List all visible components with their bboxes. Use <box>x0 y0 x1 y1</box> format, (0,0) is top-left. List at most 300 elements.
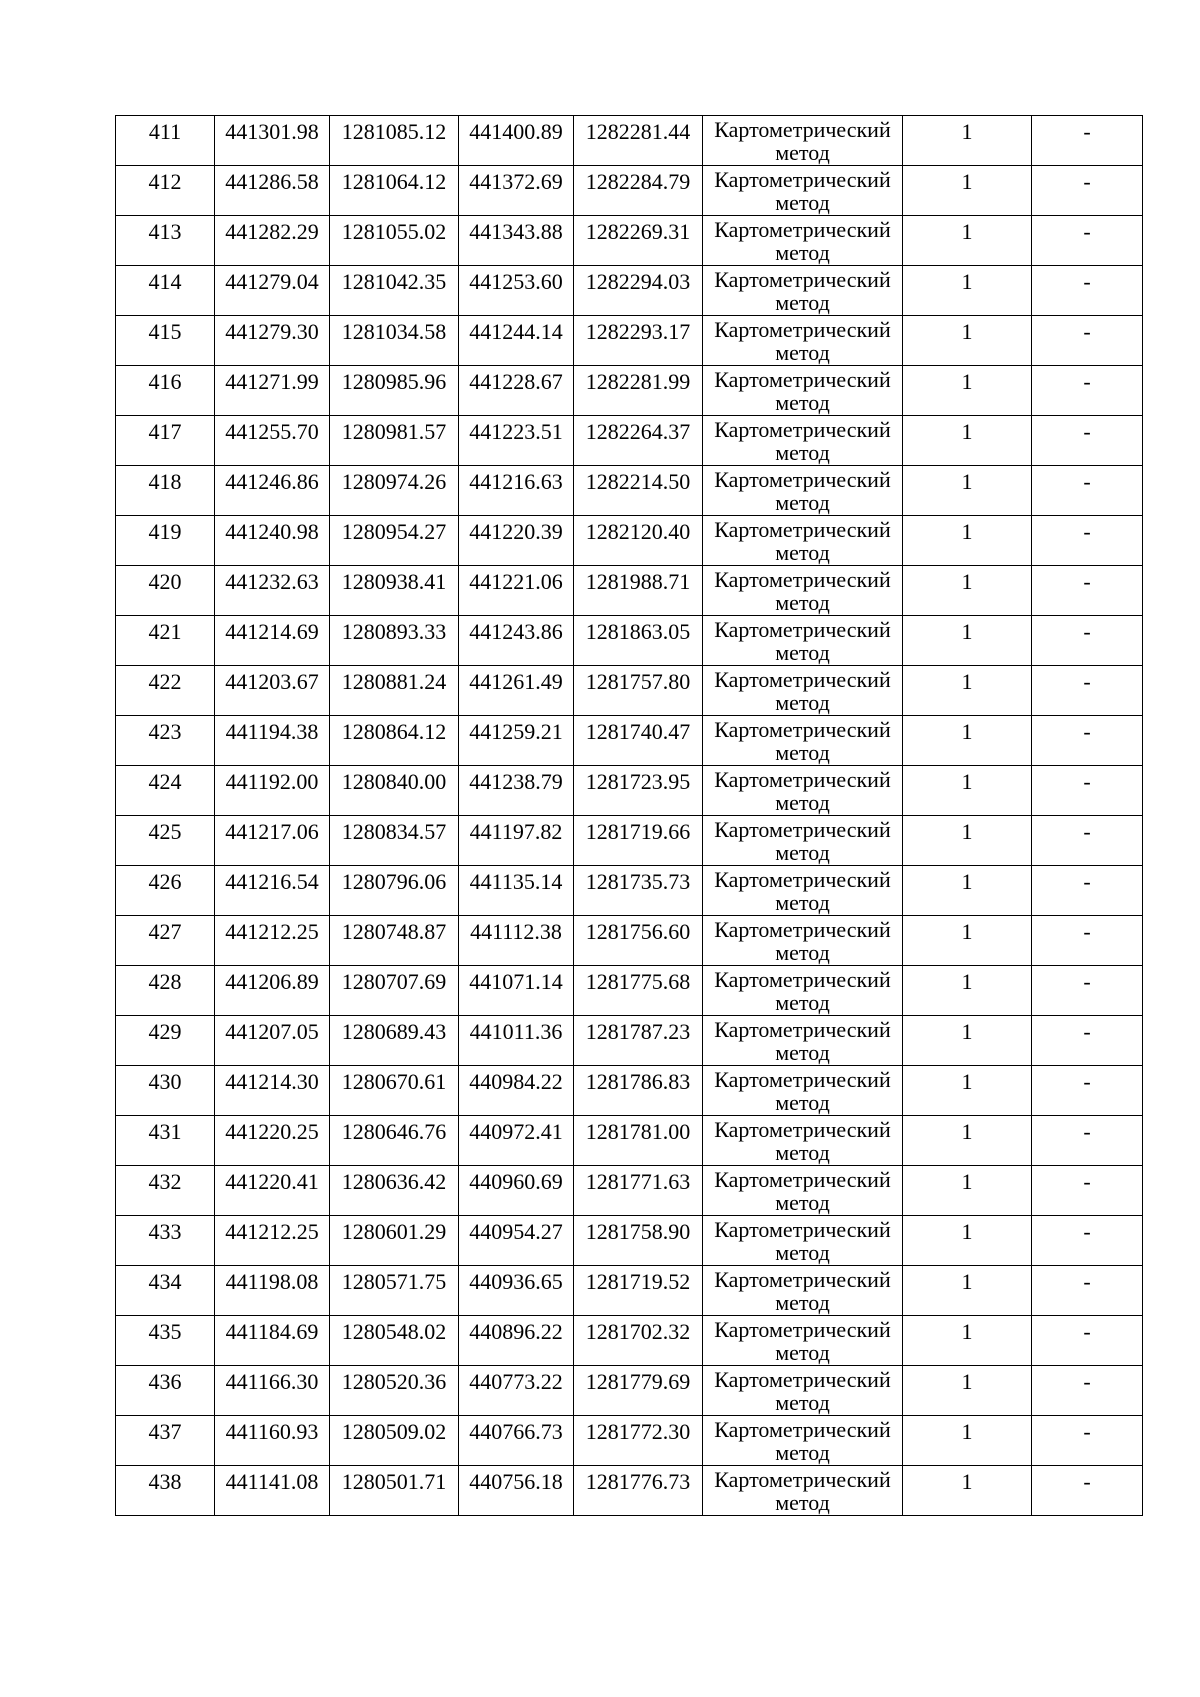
table-row <box>116 966 1143 1016</box>
point-number-cell: 419 <box>116 516 215 566</box>
method-text <box>703 168 902 214</box>
x2-cell: 440936.65 <box>459 1266 574 1316</box>
y1-cell: 1280834.57 <box>330 816 459 866</box>
value-cell: 1 <box>903 566 1032 616</box>
method-text-line: Картометрический <box>714 317 891 342</box>
table-row <box>116 866 1143 916</box>
table-row <box>116 516 1143 566</box>
y2-cell: 1282281.44 <box>574 116 703 166</box>
x1-cell: 441160.93 <box>215 1416 330 1466</box>
x1-cell: 441217.06 <box>215 816 330 866</box>
method-text-line: метод <box>775 140 830 165</box>
method-cell <box>703 166 903 216</box>
method-text-line: Картометрический <box>714 967 891 992</box>
method-text-line: метод <box>775 390 830 415</box>
method-cell <box>703 1266 903 1316</box>
method-cell <box>703 566 903 616</box>
method-text-line: Картометрический <box>714 1267 891 1292</box>
x2-cell: 441071.14 <box>459 966 574 1016</box>
note-cell: - <box>1032 416 1143 466</box>
y2-cell: 1282294.03 <box>574 266 703 316</box>
method-text <box>703 1418 902 1464</box>
x1-cell: 441212.25 <box>215 916 330 966</box>
method-text <box>703 368 902 414</box>
table-row <box>116 1016 1143 1066</box>
method-cell <box>703 1366 903 1416</box>
note-cell: - <box>1032 1016 1143 1066</box>
x2-cell: 441216.63 <box>459 466 574 516</box>
value-cell: 1 <box>903 816 1032 866</box>
point-number-cell: 430 <box>116 1066 215 1116</box>
method-text-line: Картометрический <box>714 917 891 942</box>
value-cell: 1 <box>903 966 1032 1016</box>
method-text-line: метод <box>775 1240 830 1265</box>
value-cell: 1 <box>903 316 1032 366</box>
x2-cell: 441221.06 <box>459 566 574 616</box>
y1-cell: 1280707.69 <box>330 966 459 1016</box>
point-number-cell: 426 <box>116 866 215 916</box>
method-text-line: Картометрический <box>714 667 891 692</box>
method-cell <box>703 666 903 716</box>
point-number-cell: 433 <box>116 1216 215 1266</box>
method-text <box>703 1018 902 1064</box>
note-cell: - <box>1032 1166 1143 1216</box>
value-cell: 1 <box>903 416 1032 466</box>
y1-cell: 1280670.61 <box>330 1066 459 1116</box>
note-cell: - <box>1032 516 1143 566</box>
y2-cell: 1281740.47 <box>574 716 703 766</box>
x2-cell: 441238.79 <box>459 766 574 816</box>
x1-cell: 441194.38 <box>215 716 330 766</box>
note-cell: - <box>1032 816 1143 866</box>
point-number-cell: 437 <box>116 1416 215 1466</box>
note-cell: - <box>1032 366 1143 416</box>
note-cell: - <box>1032 1416 1143 1466</box>
method-text-line: Картометрический <box>714 367 891 392</box>
y2-cell: 1281757.80 <box>574 666 703 716</box>
method-text-line: метод <box>775 1490 830 1515</box>
x1-cell: 441141.08 <box>215 1466 330 1516</box>
table-row <box>116 1216 1143 1266</box>
method-text-line: Картометрический <box>714 1067 891 1092</box>
method-text-line: метод <box>775 340 830 365</box>
y1-cell: 1280509.02 <box>330 1416 459 1466</box>
table-row <box>116 366 1143 416</box>
point-number-cell: 418 <box>116 466 215 516</box>
value-cell: 1 <box>903 1166 1032 1216</box>
x2-cell: 441400.89 <box>459 116 574 166</box>
method-text-line: Картометрический <box>714 1467 891 1492</box>
table-row <box>116 316 1143 366</box>
method-text <box>703 1318 902 1364</box>
method-text <box>703 418 902 464</box>
x1-cell: 441207.05 <box>215 1016 330 1066</box>
note-cell: - <box>1032 1366 1143 1416</box>
method-text-line: метод <box>775 890 830 915</box>
value-cell: 1 <box>903 616 1032 666</box>
method-cell <box>703 766 903 816</box>
value-cell: 1 <box>903 1016 1032 1066</box>
value-cell: 1 <box>903 466 1032 516</box>
point-number-cell: 416 <box>116 366 215 416</box>
value-cell: 1 <box>903 1066 1032 1116</box>
method-text <box>703 518 902 564</box>
method-text-line: метод <box>775 1090 830 1115</box>
y2-cell: 1281702.32 <box>574 1316 703 1366</box>
note-cell: - <box>1032 766 1143 816</box>
note-cell: - <box>1032 166 1143 216</box>
table-row <box>116 916 1143 966</box>
value-cell: 1 <box>903 516 1032 566</box>
x2-cell: 441243.86 <box>459 616 574 666</box>
value-cell: 1 <box>903 1366 1032 1416</box>
method-cell <box>703 1316 903 1366</box>
point-number-cell: 434 <box>116 1266 215 1316</box>
table-row <box>116 216 1143 266</box>
method-text-line: Картометрический <box>714 1367 891 1392</box>
y2-cell: 1281786.83 <box>574 1066 703 1116</box>
method-text-line: Картометрический <box>714 467 891 492</box>
y1-cell: 1280601.29 <box>330 1216 459 1266</box>
value-cell: 1 <box>903 1116 1032 1166</box>
x1-cell: 441192.00 <box>215 766 330 816</box>
method-text-line: метод <box>775 740 830 765</box>
x1-cell: 441198.08 <box>215 1266 330 1316</box>
method-text-line: метод <box>775 1190 830 1215</box>
method-cell <box>703 1166 903 1216</box>
point-number-cell: 436 <box>116 1366 215 1416</box>
method-text-line: метод <box>775 540 830 565</box>
method-text-line: метод <box>775 1340 830 1365</box>
method-text-line: Картометрический <box>714 1167 891 1192</box>
y1-cell: 1280636.42 <box>330 1166 459 1216</box>
method-cell <box>703 816 903 866</box>
y1-cell: 1281042.35 <box>330 266 459 316</box>
point-number-cell: 425 <box>116 816 215 866</box>
x2-cell: 441112.38 <box>459 916 574 966</box>
method-cell <box>703 466 903 516</box>
method-text-line: метод <box>775 990 830 1015</box>
x1-cell: 441203.67 <box>215 666 330 716</box>
x2-cell: 441259.21 <box>459 716 574 766</box>
y2-cell: 1281787.23 <box>574 1016 703 1066</box>
method-text <box>703 268 902 314</box>
method-text-line: Картометрический <box>714 217 891 242</box>
table-row <box>116 1466 1143 1516</box>
point-number-cell: 420 <box>116 566 215 616</box>
method-text <box>703 318 902 364</box>
method-text-line: метод <box>775 840 830 865</box>
point-number-cell: 423 <box>116 716 215 766</box>
value-cell: 1 <box>903 916 1032 966</box>
x1-cell: 441286.58 <box>215 166 330 216</box>
x1-cell: 441216.54 <box>215 866 330 916</box>
point-number-cell: 431 <box>116 1116 215 1166</box>
note-cell: - <box>1032 466 1143 516</box>
y2-cell: 1282269.31 <box>574 216 703 266</box>
value-cell: 1 <box>903 766 1032 816</box>
point-number-cell: 421 <box>116 616 215 666</box>
method-text <box>703 1118 902 1164</box>
method-text <box>703 1368 902 1414</box>
method-cell <box>703 366 903 416</box>
value-cell: 1 <box>903 1266 1032 1316</box>
method-text-line: метод <box>775 640 830 665</box>
y1-cell: 1280748.87 <box>330 916 459 966</box>
value-cell: 1 <box>903 1416 1032 1466</box>
x1-cell: 441279.04 <box>215 266 330 316</box>
table-row <box>116 266 1143 316</box>
value-cell: 1 <box>903 1216 1032 1266</box>
method-text-line: метод <box>775 690 830 715</box>
method-text-line: Картометрический <box>714 1217 891 1242</box>
note-cell: - <box>1032 1466 1143 1516</box>
table-row <box>116 816 1143 866</box>
note-cell: - <box>1032 316 1143 366</box>
x2-cell: 440972.41 <box>459 1116 574 1166</box>
point-number-cell: 415 <box>116 316 215 366</box>
method-text-line: метод <box>775 240 830 265</box>
method-text-line: Картометрический <box>714 567 891 592</box>
x2-cell: 441228.67 <box>459 366 574 416</box>
method-text-line: Картометрический <box>714 1417 891 1442</box>
y1-cell: 1280646.76 <box>330 1116 459 1166</box>
method-text-line: Картометрический <box>714 417 891 442</box>
value-cell: 1 <box>903 366 1032 416</box>
y2-cell: 1282214.50 <box>574 466 703 516</box>
x2-cell: 440773.22 <box>459 1366 574 1416</box>
note-cell: - <box>1032 1066 1143 1116</box>
method-cell <box>703 716 903 766</box>
coordinates-table <box>115 115 1143 1516</box>
y1-cell: 1281064.12 <box>330 166 459 216</box>
y2-cell: 1281758.90 <box>574 1216 703 1266</box>
value-cell: 1 <box>903 266 1032 316</box>
point-number-cell: 435 <box>116 1316 215 1366</box>
y2-cell: 1281863.05 <box>574 616 703 666</box>
y2-cell: 1282293.17 <box>574 316 703 366</box>
method-text <box>703 568 902 614</box>
method-text-line: метод <box>775 1390 830 1415</box>
y2-cell: 1281775.68 <box>574 966 703 1016</box>
x1-cell: 441220.25 <box>215 1116 330 1166</box>
point-number-cell: 411 <box>116 116 215 166</box>
method-text-line: Картометрический <box>714 767 891 792</box>
x2-cell: 441135.14 <box>459 866 574 916</box>
table-row <box>116 766 1143 816</box>
table-body <box>116 116 1143 1516</box>
x2-cell: 441197.82 <box>459 816 574 866</box>
method-text-line: Картометрический <box>714 717 891 742</box>
value-cell: 1 <box>903 1316 1032 1366</box>
x1-cell: 441212.25 <box>215 1216 330 1266</box>
method-cell <box>703 1066 903 1116</box>
y1-cell: 1280520.36 <box>330 1366 459 1416</box>
y1-cell: 1280864.12 <box>330 716 459 766</box>
table-row <box>116 416 1143 466</box>
note-cell: - <box>1032 566 1143 616</box>
x2-cell: 440766.73 <box>459 1416 574 1466</box>
y1-cell: 1280954.27 <box>330 516 459 566</box>
y1-cell: 1281085.12 <box>330 116 459 166</box>
y1-cell: 1280981.57 <box>330 416 459 466</box>
x2-cell: 440756.18 <box>459 1466 574 1516</box>
point-number-cell: 414 <box>116 266 215 316</box>
x1-cell: 441271.99 <box>215 366 330 416</box>
table-row <box>116 116 1143 166</box>
value-cell: 1 <box>903 216 1032 266</box>
point-number-cell: 438 <box>116 1466 215 1516</box>
method-text-line: метод <box>775 1440 830 1465</box>
y1-cell: 1280974.26 <box>330 466 459 516</box>
method-text <box>703 1068 902 1114</box>
method-cell <box>703 1116 903 1166</box>
point-number-cell: 417 <box>116 416 215 466</box>
y2-cell: 1282120.40 <box>574 516 703 566</box>
method-cell <box>703 266 903 316</box>
table-row <box>116 566 1143 616</box>
note-cell: - <box>1032 1116 1143 1166</box>
x1-cell: 441240.98 <box>215 516 330 566</box>
value-cell: 1 <box>903 1466 1032 1516</box>
method-cell <box>703 316 903 366</box>
point-number-cell: 427 <box>116 916 215 966</box>
method-text-line: Картометрический <box>714 817 891 842</box>
note-cell: - <box>1032 866 1143 916</box>
y2-cell: 1281771.63 <box>574 1166 703 1216</box>
x2-cell: 440954.27 <box>459 1216 574 1266</box>
point-number-cell: 412 <box>116 166 215 216</box>
method-text-line: Картометрический <box>714 1117 891 1142</box>
method-text-line: Картометрический <box>714 867 891 892</box>
note-cell: - <box>1032 266 1143 316</box>
table-row <box>116 1166 1143 1216</box>
x1-cell: 441214.30 <box>215 1066 330 1116</box>
table-row <box>116 1366 1143 1416</box>
method-text <box>703 818 902 864</box>
y1-cell: 1281034.58 <box>330 316 459 366</box>
y2-cell: 1281988.71 <box>574 566 703 616</box>
note-cell: - <box>1032 116 1143 166</box>
method-text-line: метод <box>775 1140 830 1165</box>
method-text-line: метод <box>775 940 830 965</box>
note-cell: - <box>1032 216 1143 266</box>
note-cell: - <box>1032 1266 1143 1316</box>
method-text <box>703 1268 902 1314</box>
x2-cell: 441244.14 <box>459 316 574 366</box>
y1-cell: 1280796.06 <box>330 866 459 916</box>
x1-cell: 441214.69 <box>215 616 330 666</box>
note-cell: - <box>1032 616 1143 666</box>
y2-cell: 1282284.79 <box>574 166 703 216</box>
method-text-line: метод <box>775 790 830 815</box>
method-text-line: Картометрический <box>714 117 891 142</box>
method-cell <box>703 616 903 666</box>
value-cell: 1 <box>903 866 1032 916</box>
y2-cell: 1281719.66 <box>574 816 703 866</box>
method-cell <box>703 1466 903 1516</box>
y2-cell: 1281772.30 <box>574 1416 703 1466</box>
table-row <box>116 1316 1143 1366</box>
y1-cell: 1280985.96 <box>330 366 459 416</box>
value-cell: 1 <box>903 716 1032 766</box>
method-text-line: Картометрический <box>714 267 891 292</box>
y1-cell: 1280689.43 <box>330 1016 459 1066</box>
x2-cell: 441343.88 <box>459 216 574 266</box>
x2-cell: 440984.22 <box>459 1066 574 1116</box>
method-text <box>703 468 902 514</box>
x2-cell: 441220.39 <box>459 516 574 566</box>
y1-cell: 1280881.24 <box>330 666 459 716</box>
point-number-cell: 424 <box>116 766 215 816</box>
y1-cell: 1280938.41 <box>330 566 459 616</box>
y1-cell: 1280571.75 <box>330 1266 459 1316</box>
note-cell: - <box>1032 1316 1143 1366</box>
table-row <box>116 716 1143 766</box>
table-row <box>116 666 1143 716</box>
y2-cell: 1281735.73 <box>574 866 703 916</box>
method-text-line: Картометрический <box>714 1317 891 1342</box>
value-cell: 1 <box>903 166 1032 216</box>
table-row <box>116 466 1143 516</box>
method-cell <box>703 916 903 966</box>
method-cell <box>703 416 903 466</box>
method-text-line: метод <box>775 1290 830 1315</box>
note-cell: - <box>1032 1216 1143 1266</box>
y2-cell: 1281719.52 <box>574 1266 703 1316</box>
x2-cell: 440960.69 <box>459 1166 574 1216</box>
x1-cell: 441206.89 <box>215 966 330 1016</box>
y2-cell: 1282264.37 <box>574 416 703 466</box>
value-cell: 1 <box>903 116 1032 166</box>
method-text <box>703 218 902 264</box>
method-text <box>703 918 902 964</box>
point-number-cell: 428 <box>116 966 215 1016</box>
method-text-line: метод <box>775 440 830 465</box>
y2-cell: 1281781.00 <box>574 1116 703 1166</box>
method-text <box>703 1468 902 1514</box>
x1-cell: 441279.30 <box>215 316 330 366</box>
x1-cell: 441232.63 <box>215 566 330 616</box>
method-text-line: Картометрический <box>714 517 891 542</box>
y1-cell: 1280840.00 <box>330 766 459 816</box>
x2-cell: 441253.60 <box>459 266 574 316</box>
table-row <box>116 1116 1143 1166</box>
y2-cell: 1281776.73 <box>574 1466 703 1516</box>
x1-cell: 441301.98 <box>215 116 330 166</box>
x1-cell: 441166.30 <box>215 1366 330 1416</box>
y1-cell: 1280501.71 <box>330 1466 459 1516</box>
method-text-line: метод <box>775 490 830 515</box>
y1-cell: 1280548.02 <box>330 1316 459 1366</box>
y1-cell: 1281055.02 <box>330 216 459 266</box>
note-cell: - <box>1032 716 1143 766</box>
y2-cell: 1281779.69 <box>574 1366 703 1416</box>
x1-cell: 441246.86 <box>215 466 330 516</box>
method-text <box>703 718 902 764</box>
table-row <box>116 1066 1143 1116</box>
method-cell <box>703 216 903 266</box>
x1-cell: 441220.41 <box>215 1166 330 1216</box>
method-cell <box>703 516 903 566</box>
table-row <box>116 1416 1143 1466</box>
method-cell <box>703 116 903 166</box>
method-text-line: Картометрический <box>714 167 891 192</box>
method-text-line: метод <box>775 290 830 315</box>
note-cell: - <box>1032 666 1143 716</box>
y2-cell: 1281756.60 <box>574 916 703 966</box>
x2-cell: 440896.22 <box>459 1316 574 1366</box>
